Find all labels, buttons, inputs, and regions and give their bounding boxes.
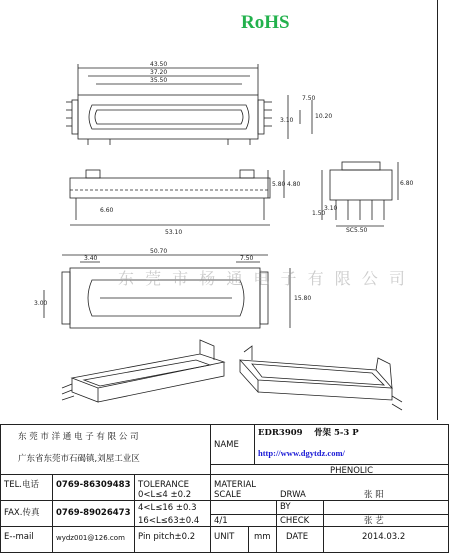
dim-top-c: 35.50 [150,77,168,84]
unit-value: mm [254,532,271,542]
dim-end-h1: 6.80 [400,180,414,187]
part-description: 骨架 5-3 P [314,428,359,438]
company-name: 东 莞 市 洋 通 电 子 有 限 公 司 [18,432,139,442]
dim-top-r3: 7.50 [302,95,316,102]
name-value: EDR3909 [258,428,303,438]
tolerance-row-3: 16<L≤63±0.4 [138,516,200,526]
fax-label: FAX.传真 [4,508,40,518]
unit-label: UNIT [214,532,235,542]
scale-value: 4/1 [214,516,228,526]
dim-top-r2: 10.20 [315,113,333,120]
dim-end-h3: 3.10 [324,205,338,212]
watermark: 东 莞 市 杨 通 电 子 有 限 公 司 [118,269,408,288]
side-view [70,170,284,225]
dim-side-h2: 4.80 [287,181,301,188]
dim-side-h3: 6.60 [100,207,114,214]
dim-end-w: SC5.50 [346,227,368,234]
dim-end-h2: 1.50 [312,210,326,217]
dim-bot-w: 50.70 [150,248,168,255]
dim-bot-r: 7.50 [240,255,254,262]
drawn-by-label: DRWA [280,490,306,500]
dim-top-r1: 3.10 [280,117,294,124]
dim-top-b: 37.20 [150,69,168,76]
material-label: MATERIAL [214,480,257,490]
material-value: PHENOLIC [330,466,374,476]
top-view [66,64,312,145]
drawn-by-label-2: BY [280,502,291,512]
drawn-by-value: 张 阳 [364,490,384,500]
rohs-mark: RoHS [241,12,290,33]
pin-pitch: Pin pitch±0.2 [138,532,196,542]
dim-bot-v: 3.00 [34,300,48,307]
title-block [0,424,449,553]
tel-label: TEL.电话 [4,480,40,490]
tolerance-row-1: 0<L≤4 ±0.2 [138,490,192,500]
date-label: DATE [286,532,309,542]
iso-view-left [62,340,224,402]
tolerance-row-2: 4<L≤16 ±0.3 [138,503,197,513]
tel-value: 0769-86309483 [56,480,131,490]
date-value: 2014.03.2 [362,532,406,542]
dim-top-a: 43.50 [150,61,168,68]
check-label: CHECK [280,516,310,526]
company-address: 广东省东莞市石碣镇,刘屋工业区 [18,454,140,464]
end-view [322,162,398,226]
fax-value: 0769-89026473 [56,508,131,518]
tolerance-label: TOLERANCE [138,480,190,490]
scale-label: SCALE [214,490,242,500]
dim-side-h1: 5.80 [272,181,286,188]
check-value: 张 艺 [364,516,384,526]
name-label: NAME [214,440,239,450]
iso-view-right [240,346,402,410]
dim-bot-h: 15.80 [294,295,312,302]
email-value[interactable]: wydz001@126.com [56,534,125,542]
dim-side-w: 53.10 [165,229,183,236]
dim-bot-l: 3.40 [84,255,98,262]
website-link[interactable]: http://www.dgytdz.com/ [258,448,345,458]
email-label: E--mail [4,532,34,542]
